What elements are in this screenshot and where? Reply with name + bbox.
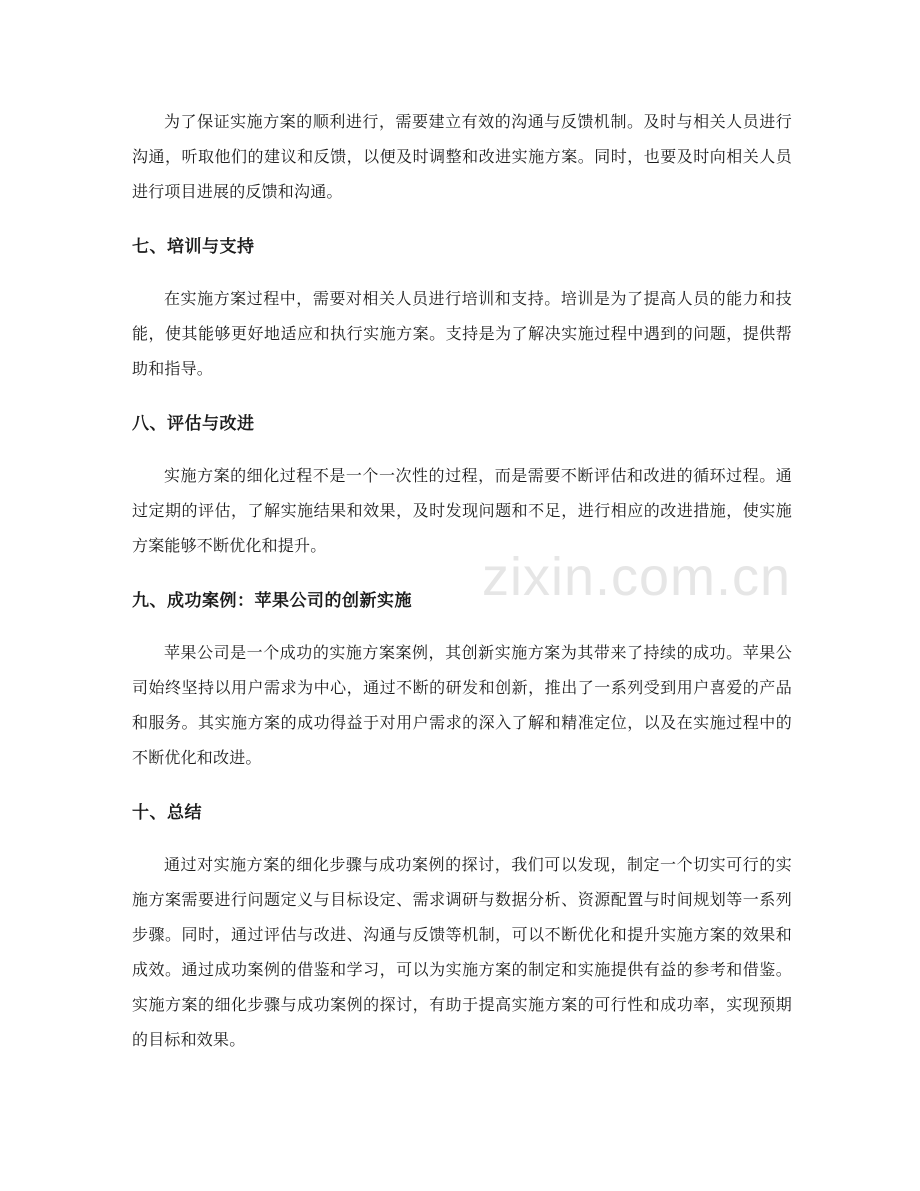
section-paragraph-training: 在实施方案过程中，需要对相关人员进行培训和支持。培训是为了提高人员的能力和技能，使其能够更好地适应和执行实施方案。支持是为了解决实施过程中遇到的问题，提供帮助和指导。 bbox=[132, 289, 792, 378]
section-heading-training: 七、培训与支持 bbox=[132, 237, 255, 257]
intro-paragraph: 为了保证实施方案的顺利进行，需要建立有效的沟通与反馈机制。及时与相关人员进行沟通，听取他们的建议和反馈，以便及时调整和改进实施方案。同时，也要及时向相关人员进行项目进展的反馈和沟通。 bbox=[132, 112, 792, 201]
section-paragraph-evaluation: 实施方案的细化过程不是一个一次性的过程，而是需要不断评估和改进的循环过程。通过定期的评估，了解实施结果和效果，及时发现问题和不足，进行相应的改进措施，使实施方案能够不断优化和提升。 bbox=[132, 466, 792, 555]
section-heading-case-study: 九、成功案例：苹果公司的创新实施 bbox=[132, 591, 412, 611]
section-paragraph-case-study: 苹果公司是一个成功的实施方案案例，其创新实施方案为其带来了持续的成功。苹果公司始终坚持以用户需求为中心，通过不断的研发和创新，推出了一系列受到用户喜爱的产品和服务。其实施方案的成功得益于对用户需求的深入了解和精准定位，以及在实施过程中的不断优化和改进。 bbox=[132, 643, 792, 767]
document-body bbox=[132, 104, 792, 1057]
section-heading-summary: 十、总结 bbox=[132, 803, 202, 823]
section-paragraph-summary: 通过对实施方案的细化步骤与成功案例的探讨，我们可以发现，制定一个切实可行的实施方案需要进行问题定义与目标设定、需求调研与数据分析、资源配置与时间规划等一系列步骤。同时，通过评估与改进、沟通与反馈等机制，可以不断优化和提升实施方案的效果和成效。通过成功案例的借鉴和学习，可以为实施方案的制定和实施提供有益的参考和借鉴。实施方案的细化步骤与成功案例的探讨，有助于提高实施方案的可行性和成功率，实现预期的目标和效果。 bbox=[132, 855, 792, 1049]
section-heading-evaluation: 八、评估与改进 bbox=[132, 414, 255, 434]
watermark: zixin.com.cn bbox=[482, 547, 792, 607]
